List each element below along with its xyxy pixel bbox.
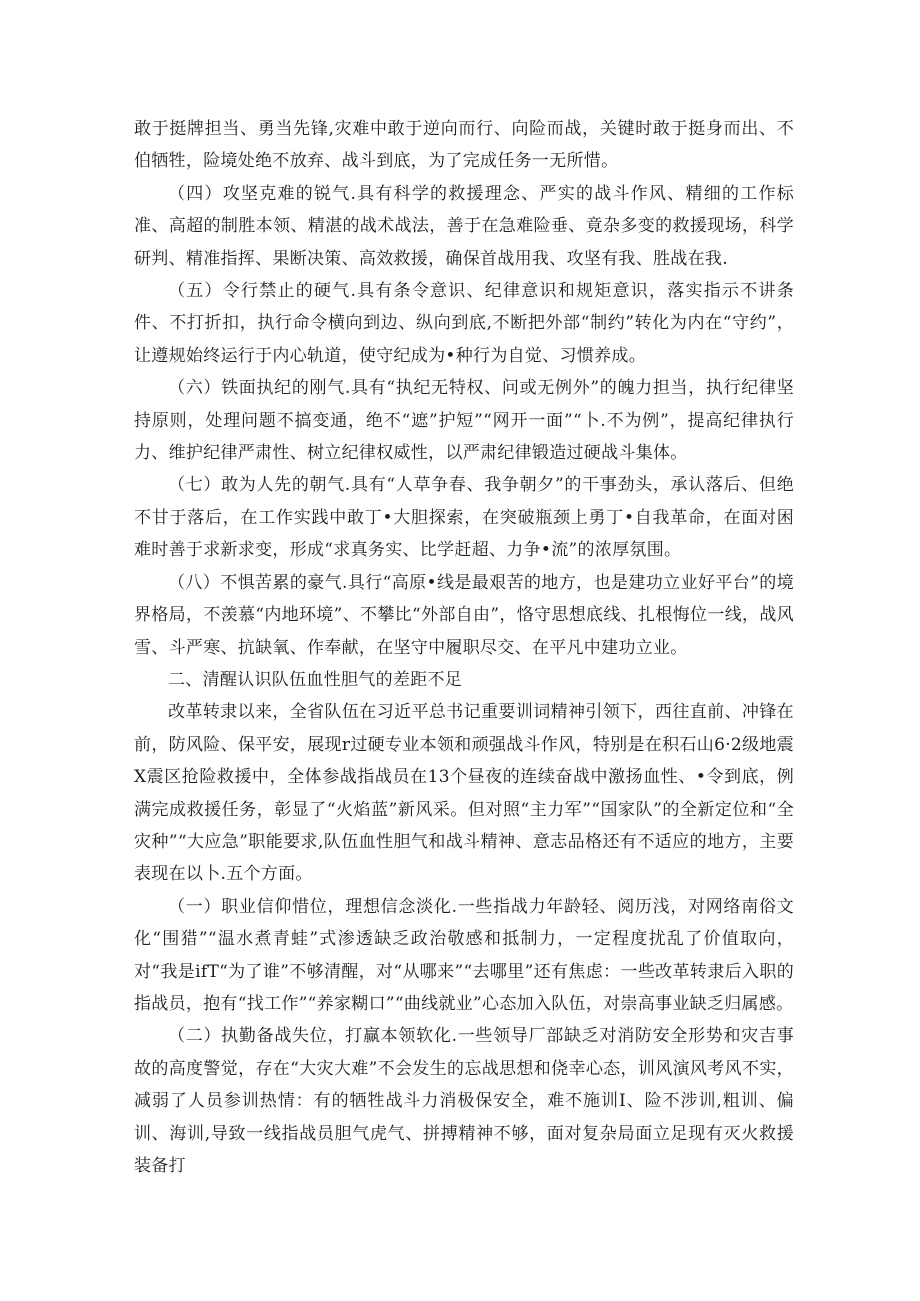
paragraph-continuation: 敢于挺牌担当、勇当先锋,灾难中敢于逆向而行、向险而战，关键时敢于挺身而出、不伯牺牲，险境处绝不放弃、战斗到底，为了完成任务一无所惜。: [134, 119, 794, 172]
paragraph-item-6: （六）铁面执纪的刚气.具有“执纪无特权、问或无例外”的魄力担当，执行纪律坚持原则，处理问题不搞变通，绝不“遮”护短”“网开一面”“卜.不为例”，提高纪律执行力、维护纪律严肃性、树立纪律权威性，以严肃纪律锻造过硬战斗集体。: [134, 378, 794, 464]
paragraph-item-5: （五）令行禁止的硬气.具有条令意识、纪律意识和规矩意识，落实指示不讲条件、不打折扣，执行命令横向到边、纵向到底,不断把外部“制约”转化为内在“守约”，让遵规始终运行于内心轨道，使守纪成为•种行为自觉、习惯养成。: [134, 281, 794, 366]
paragraph-item-8: （八）不惧苦累的豪气.具行“高原•线是最艰苦的地方，也是建功立业好平台”的境界格局，不羡慕“内地环境”、不攀比“外部自由”，恪守思想底线、扎根悔位一线，战风雪、斗严寒、抗缺氧、作奉献，在坚守中履职尽交、在平凡中建功立业。: [134, 572, 794, 658]
paragraph-item-1: （一）职业信仰惜位，理想信念淡化.一些指战力年龄轻、阅历浅，对网络南俗文化“围猎”“温水煮青蛙”式渗透缺乏政治敬感和抵制力，一定程度扰乱了价值取向，对“我是ifT“为了谁”不够清醒，对“从哪来”“去哪里”还有焦虑：一些改革转隶后入职的指战员，抱有“找工作”“养家糊口”“曲线就业”心态加入队伍，对崇高事业缺乏归属感。: [134, 896, 794, 1014]
paragraph-item-4: （四）攻坚克难的锐气.具有科学的救援理念、严实的战斗作风、精细的工作标准、高超的制胜本领、精湛的战术战法，善于在急难险垂、竟杂多变的救援现场，科学研判、精准指挥、果断决策、高效救援，确保首战用我、攻坚有我、胜战在我.: [134, 183, 794, 269]
document-body: [134, 113, 794, 1182]
paragraph-item-2: （二）执勤备战失位，打赢本领软化.一些领导厂部缺乏对消防安全形势和灾吉事故的高度警觉，存在“大灾大难”不会发生的忘战思想和侥幸心态，训风演风考风不实，减弱了人员参训热情：有的牺牲战斗力消极保安全，难不施训I、险不涉训,粗训、偏训、海训,导致一线指战员胆气虎气、拼搏精神不够，面对复杂局面立足现有灭火救援装备打: [134, 1026, 794, 1176]
paragraph-intro: 改革转隶以来，全省队伍在习近平总书记重要训词精神引领下，西往直前、冲锋在前，防风险、保平安，展现r过硬专业本领和顽强战斗作风，特别是在积石山6·2级地震X震区抢险救援中，全体参战指战员在13个昼夜的连续奋战中激扬血性、•令到底，例满完成救援任务，彰显了“火焰蓝”新风采。但对照“主力军”“国家队”的全新定位和“全灾种”“大应急”职能要求,队伍血性胆气和战斗精神、意志品格还有不适应的地方，主要表现在以卜.五个方面。: [134, 702, 794, 885]
section-heading: 二、清醒认识队伍血性胆气的差距不足: [168, 669, 463, 690]
paragraph-item-7: （七）敢为人先的朝气.具有“人草争春、我争朝夕”的干事劲头，承认落后、但绝不甘于落后，在工作实践中敢丁•大胆探索，在突破瓶颈上勇丁•自我革命，在面对困难时善于求新求变，形成“求真务实、比学赶超、力争•流”的浓厚氛围。: [134, 475, 794, 561]
